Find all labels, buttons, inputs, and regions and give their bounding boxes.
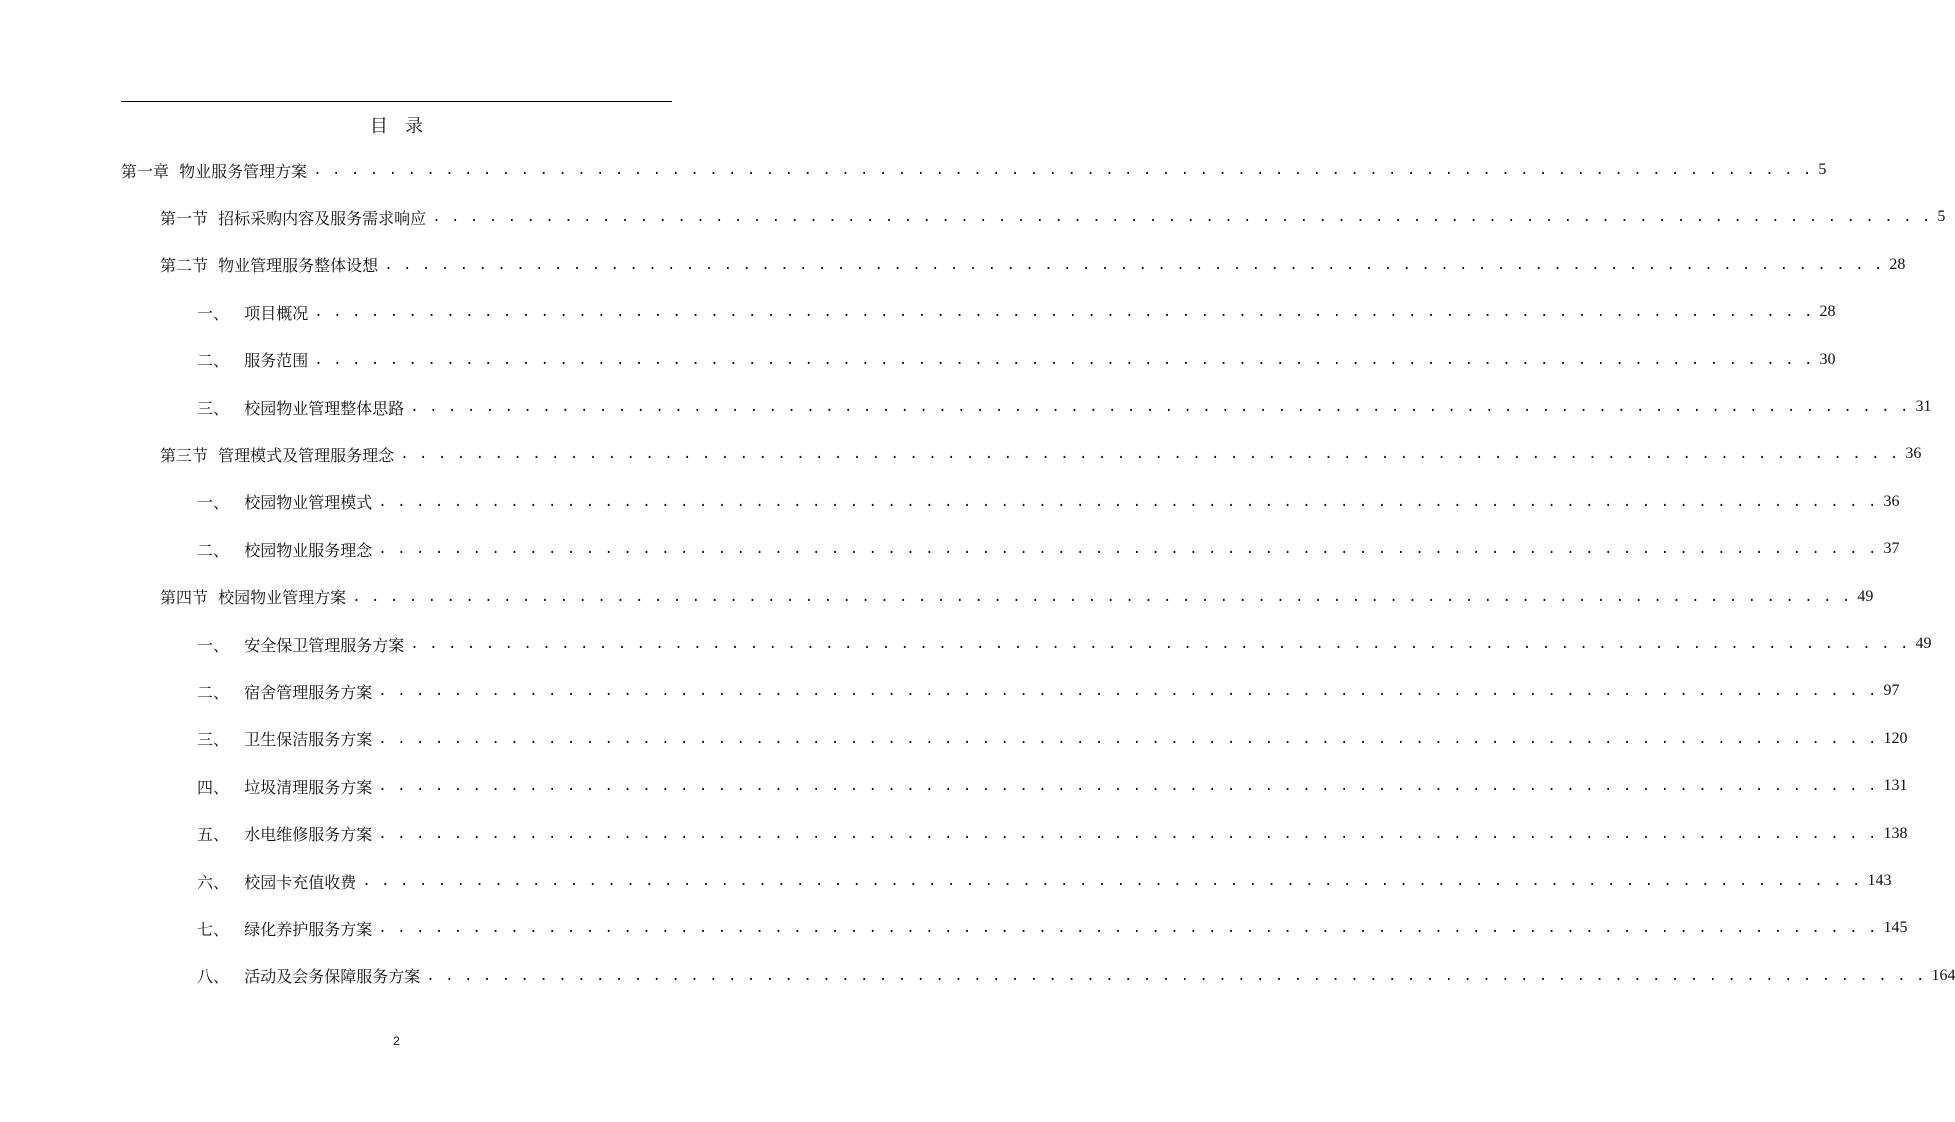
toc-entry[interactable] xyxy=(197,298,1836,326)
toc-entry[interactable] xyxy=(197,488,1900,516)
toc-entry-page: 120 xyxy=(1883,729,1908,747)
toc-entry[interactable] xyxy=(160,583,1874,611)
toc-entry[interactable] xyxy=(197,677,1900,705)
toc-entry-page: 138 xyxy=(1883,824,1908,842)
toc-entry-page: 5 xyxy=(1937,208,1946,226)
toc-entry-label: 第三节 管理模式及管理服务理念 xyxy=(160,445,395,465)
toc-dot-leader: . . . . . . . . . . . . . . . . . . . . . . . . . . . . . . . . . . . . . . . . . . . . . . . . . . . . . . . . . . . . . . . . . . . . . . . . . . . . . . . . xyxy=(314,351,1814,368)
toc-dot-leader: . . . . . . . . . . . . . . . . . . . . . . . . . . . . . . . . . . . . . . . . . . . . . . . . . . . . . . . . . . . . . . . . . . . . . . . . . . . . . . . . xyxy=(314,304,1814,321)
toc-entry-page: 36 xyxy=(1883,492,1900,510)
toc-entry-label: 第一章 物业服务管理方案 xyxy=(121,161,308,181)
toc-entry-page: 49 xyxy=(1915,635,1932,652)
toc-dot-leader: . . . . . . . . . . . . . . . . . . . . . . . . . . . . . . . . . . . . . . . . . . . . . . . . . . . . . . . . . . . . . . . . . . . . . . . . . . . . . . . . xyxy=(378,541,1878,558)
toc-entry-label: 一、 安全保卫管理服务方案 xyxy=(197,635,405,655)
toc-entry[interactable] xyxy=(160,251,1906,279)
toc-entry[interactable] xyxy=(160,203,1946,231)
toc-entry-label: 第四节 校园物业管理方案 xyxy=(160,588,347,608)
toc-dot-leader: . . . . . . . . . . . . . . . . . . . . . . . . . . . . . . . . . . . . . . . . . . . . . . . . . . . . . . . . . . . . . . . . . . . . . . . . . . . . . . . . xyxy=(410,399,1910,415)
toc-entry-label: 六、 校园卡充值收费 xyxy=(197,872,357,892)
toc-entry-label: 四、 垃圾清理服务方案 xyxy=(197,777,373,797)
toc-dot-leader: . . . . . . . . . . . . . . . . . . . . . . . . . . . . . . . . . . . . . . . . . . . . . . . . . . . . . . . . . . . . . . . . . . . . . . . . . . . . . . . . xyxy=(378,920,1878,937)
toc-entry-label: 五、 水电维修服务方案 xyxy=(197,825,373,845)
toc-entry[interactable] xyxy=(197,962,1955,990)
toc-entry-label: 二、 服务范围 xyxy=(197,351,309,371)
toc-dot-leader: . . . . . . . . . . . . . . . . . . . . . . . . . . . . . . . . . . . . . . . . . . . . . . . . . . . . . . . . . . . . . . . . . . . . . . . . . . . . . . . . xyxy=(362,873,1862,889)
toc-entry[interactable] xyxy=(197,630,1932,658)
toc-dot-leader: . . . . . . . . . . . . . . . . . . . . . . . . . . . . . . . . . . . . . . . . . . . . . . . . . . . . . . . . . . . . . . . . . . . . . . . . . . . . . . . . xyxy=(426,967,1926,984)
toc-entry[interactable] xyxy=(121,156,1827,184)
toc-entry-page: 28 xyxy=(1819,303,1836,321)
toc-entry-label: 第一节 招标采购内容及服务需求响应 xyxy=(160,208,427,228)
toc-entry-page: 37 xyxy=(1883,540,1900,558)
toc-entry-label: 一、 项目概况 xyxy=(197,303,309,323)
toc-dot-leader: . . . . . . . . . . . . . . . . . . . . . . . . . . . . . . . . . . . . . . . . . . . . . . . . . . . . . . . . . . . . . . . . . . . . . . . . . . . . . . . . xyxy=(352,588,1852,605)
toc-entry-page: 36 xyxy=(1905,445,1922,463)
toc-entry-label: 三、 卫生保洁服务方案 xyxy=(197,730,373,750)
toc-entry-page: 30 xyxy=(1819,350,1836,368)
toc-entry-page: 49 xyxy=(1857,587,1874,605)
toc-entry[interactable] xyxy=(197,867,1892,895)
toc-dot-leader: . . . . . . . . . . . . . . . . . . . . . . . . . . . . . . . . . . . . . . . . . . . . . . . . . . . . . . . . . . . . . . . . . . . . . . . . . . . . . . . . xyxy=(378,493,1878,510)
toc-dot-leader: . . . . . . . . . . . . . . . . . . . . . . . . . . . . . . . . . . . . . . . . . . . . . . . . . . . . . . . . . . . . . . . . . . . . . . . . . . . . . . . . xyxy=(432,209,1932,226)
toc-title: 目 录 xyxy=(369,116,424,137)
toc-dot-leader: . . . . . . . . . . . . . . . . . . . . . . . . . . . . . . . . . . . . . . . . . . . . . . . . . . . . . . . . . . . . . . . . . . . . . . . . . . . . . . . . xyxy=(410,636,1910,652)
toc-entry-page: 145 xyxy=(1883,919,1908,937)
toc-entry-page: 97 xyxy=(1883,682,1900,700)
toc-dot-leader: . . . . . . . . . . . . . . . . . . . . . . . . . . . . . . . . . . . . . . . . . . . . . . . . . . . . . . . . . . . . . . . . . . . . . . . . . . . . . . . . xyxy=(384,256,1884,273)
toc-entry-page: 28 xyxy=(1889,255,1906,273)
toc-entry-page: 143 xyxy=(1867,872,1892,889)
toc-dot-leader: . . . . . . . . . . . . . . . . . . . . . . . . . . . . . . . . . . . . . . . . . . . . . . . . . . . . . . . . . . . . . . . . . . . . . . . . . . . . . . . . xyxy=(313,162,1813,178)
toc-entry-page: 31 xyxy=(1915,398,1932,415)
toc-dot-leader: . . . . . . . . . . . . . . . . . . . . . . . . . . . . . . . . . . . . . . . . . . . . . . . . . . . . . . . . . . . . . . . . . . . . . . . . . . . . . . . . xyxy=(400,446,1900,463)
toc-entry[interactable] xyxy=(197,725,1908,753)
toc-entry[interactable] xyxy=(197,393,1932,421)
toc-entry-label: 第二节 物业管理服务整体设想 xyxy=(160,256,379,276)
toc-entry[interactable] xyxy=(197,914,1908,942)
toc-dot-leader: . . . . . . . . . . . . . . . . . . . . . . . . . . . . . . . . . . . . . . . . . . . . . . . . . . . . . . . . . . . . . . . . . . . . . . . . . . . . . . . . xyxy=(378,778,1878,795)
toc-entry-label: 一、 校园物业管理模式 xyxy=(197,493,373,513)
toc-entry-label: 七、 绿化养护服务方案 xyxy=(197,919,373,939)
toc-entry-page: 5 xyxy=(1818,161,1827,178)
toc-entry[interactable] xyxy=(197,820,1908,848)
toc-dot-leader: . . . . . . . . . . . . . . . . . . . . . . . . . . . . . . . . . . . . . . . . . . . . . . . . . . . . . . . . . . . . . . . . . . . . . . . . . . . . . . . . xyxy=(378,825,1878,842)
toc-entry[interactable] xyxy=(197,772,1908,800)
toc-entry[interactable] xyxy=(160,440,1922,468)
toc-entry-label: 二、 宿舍管理服务方案 xyxy=(197,682,373,702)
toc-entry-label: 二、 校园物业服务理念 xyxy=(197,540,373,560)
page-number: 2 xyxy=(393,1034,400,1048)
toc-entry[interactable] xyxy=(197,346,1836,374)
toc-dot-leader: . . . . . . . . . . . . . . . . . . . . . . . . . . . . . . . . . . . . . . . . . . . . . . . . . . . . . . . . . . . . . . . . . . . . . . . . . . . . . . . . xyxy=(378,730,1878,747)
toc-entry-label: 三、 校园物业管理整体思路 xyxy=(197,398,405,418)
toc-entry[interactable] xyxy=(197,535,1900,563)
toc-entry-label: 八、 活动及会务保障服务方案 xyxy=(197,967,421,987)
toc-entry-page: 164 xyxy=(1931,966,1955,984)
toc-entry-page: 131 xyxy=(1883,777,1908,795)
toc-dot-leader: . . . . . . . . . . . . . . . . . . . . . . . . . . . . . . . . . . . . . . . . . . . . . . . . . . . . . . . . . . . . . . . . . . . . . . . . . . . . . . . . xyxy=(378,683,1878,700)
